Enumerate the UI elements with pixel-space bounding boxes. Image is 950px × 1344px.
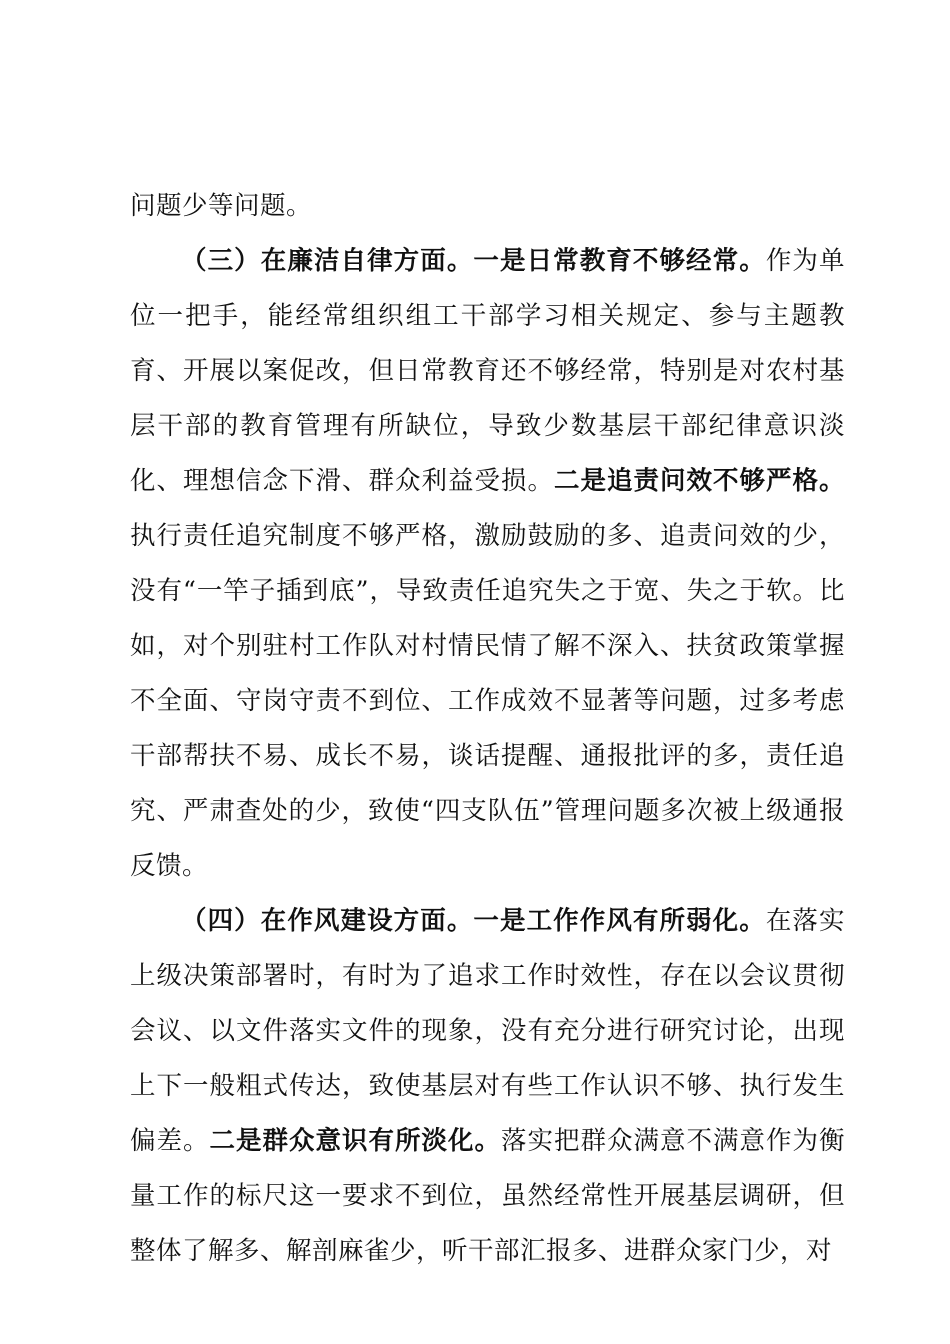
paragraph-continuation bbox=[130, 179, 845, 234]
point-title: 一是日常教育不够经常。 bbox=[473, 246, 766, 276]
paragraph-work-style bbox=[130, 894, 845, 1279]
point-body: 作为单位一把手，能经常组织组工干部学习相关规定、参与主题教育、开展以案促改，但日常教育还不够经常，特别是对农村基层干部的教育管理有所缺位，导致少数基层干部纪律意识淡化、理想信念下滑、群众利益受损。 bbox=[130, 246, 845, 496]
point-body: 在落实上级决策部署时，有时为了追求工作时效性，存在以会议贯彻会议、以文件落实文件的现象，没有充分进行研究讨论，出现上下一般粗式传达，致使基层对有些工作认识不够、执行发生偏差。 bbox=[130, 906, 845, 1156]
paragraph-integrity-self-discipline bbox=[130, 234, 845, 894]
paragraph-text: 问题少等问题。 bbox=[130, 191, 313, 221]
point-title: 一是工作作风有所弱化。 bbox=[473, 906, 766, 936]
section-heading: （三）在廉洁自律方面。 bbox=[181, 246, 474, 276]
point-body: 执行责任追究制度不够严格，激励鼓励的多、追责问效的少，没有“一竿子插到底”，导致责任追究失之于宽、失之于软。比如，对个别驻村工作队对村情民情了解不深入、扶贫政策掌握不全面、守岗守责不到位、工作成效不显著等问题，过多考虑干部帮扶不易、成长不易，谈话提醒、通报批评的多，责任追究、严肃查处的少，致使“四支队伍”管理问题多次被上级通报反馈。 bbox=[130, 521, 845, 881]
point-title: 二是追责问效不够严格。 bbox=[553, 466, 845, 496]
point-body: 落实把群众满意不满意作为衡量工作的标尺这一要求不到位，虽然经常性开展基层调研，但整体了解多、解剖麻雀少，听干部汇报多、进群众家门少，对 bbox=[130, 1126, 845, 1266]
document-body bbox=[130, 179, 845, 1279]
point-title: 二是群众意识有所淡化。 bbox=[209, 1126, 501, 1156]
section-heading: （四）在作风建设方面。 bbox=[181, 906, 474, 936]
